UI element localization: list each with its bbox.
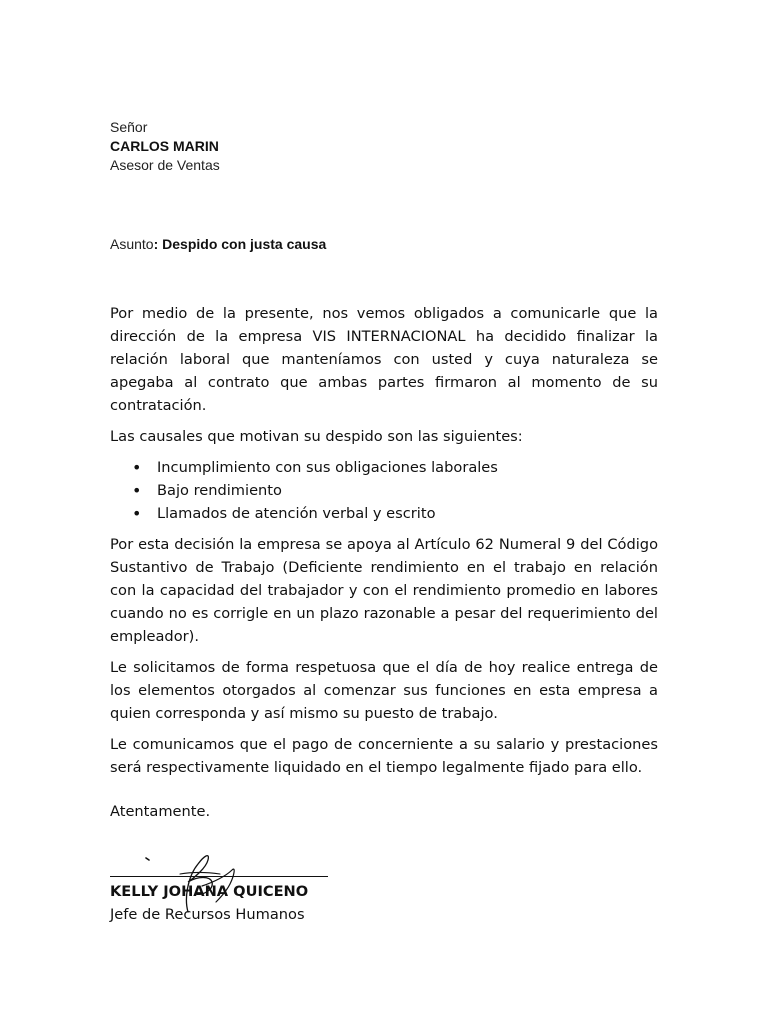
subject-label: Asunto (110, 236, 154, 252)
recipient-position: Asesor de Ventas (110, 157, 220, 173)
signature-line (110, 876, 328, 878)
body-paragraph-2: Las causales que motivan su despido son las siguientes: (110, 428, 523, 445)
causes-list (110, 456, 658, 525)
signer-block (110, 880, 308, 926)
recipient-name: CARLOS MARIN (110, 138, 219, 154)
letter-body (110, 302, 658, 787)
subject-text: : Despido con justa causa (153, 236, 327, 252)
recipient-block (110, 118, 220, 175)
body-paragraph-3: Por esta decisión la empresa se apoya al Artículo 62 Numeral 9 del Código Sustantivo de Trabajo (Deficiente rendimiento en el trabajo en relación con la capacidad del trabajador y con el rendimiento promedio en labores cuando no es corrigle en un plazo razonable a pesar del requerimiento del empleador). (110, 536, 658, 645)
cause-item: • Incumplimiento con sus obligaciones laborales (157, 456, 658, 479)
cause-item: • Bajo rendimiento (157, 479, 658, 502)
signer-name: KELLY JOHANA QUICENO (110, 883, 309, 900)
body-paragraph-5: Le comunicamos que el pago de concerniente a su salario y prestaciones será respectivamente liquidado en el tiempo legalmente fijado para ello. (110, 736, 658, 776)
signer-title: Jefe de Recursos Humanos (110, 906, 305, 923)
cause-item: • Llamados de atención verbal y escrito (157, 502, 658, 525)
subject-line (110, 235, 326, 254)
body-paragraph-4: Le solicitamos de forma respetuosa que el día de hoy realice entrega de los elementos otorgados al comenzar sus funciones en esta empresa a quien corresponda y así mismo su puesto de trabajo. (110, 659, 658, 722)
closing-text: Atentamente. (110, 803, 211, 820)
recipient-salutation: Señor (110, 119, 148, 135)
body-paragraph-1: Por medio de la presente, nos vemos obligados a comunicarle que la dirección de la empresa VIS INTERNACIONAL ha decidido finalizar la relación laboral que manteníamos con usted y cuya naturaleza se apegaba al contrato que ambas partes firmaron al momento de su contratación. (110, 305, 658, 414)
